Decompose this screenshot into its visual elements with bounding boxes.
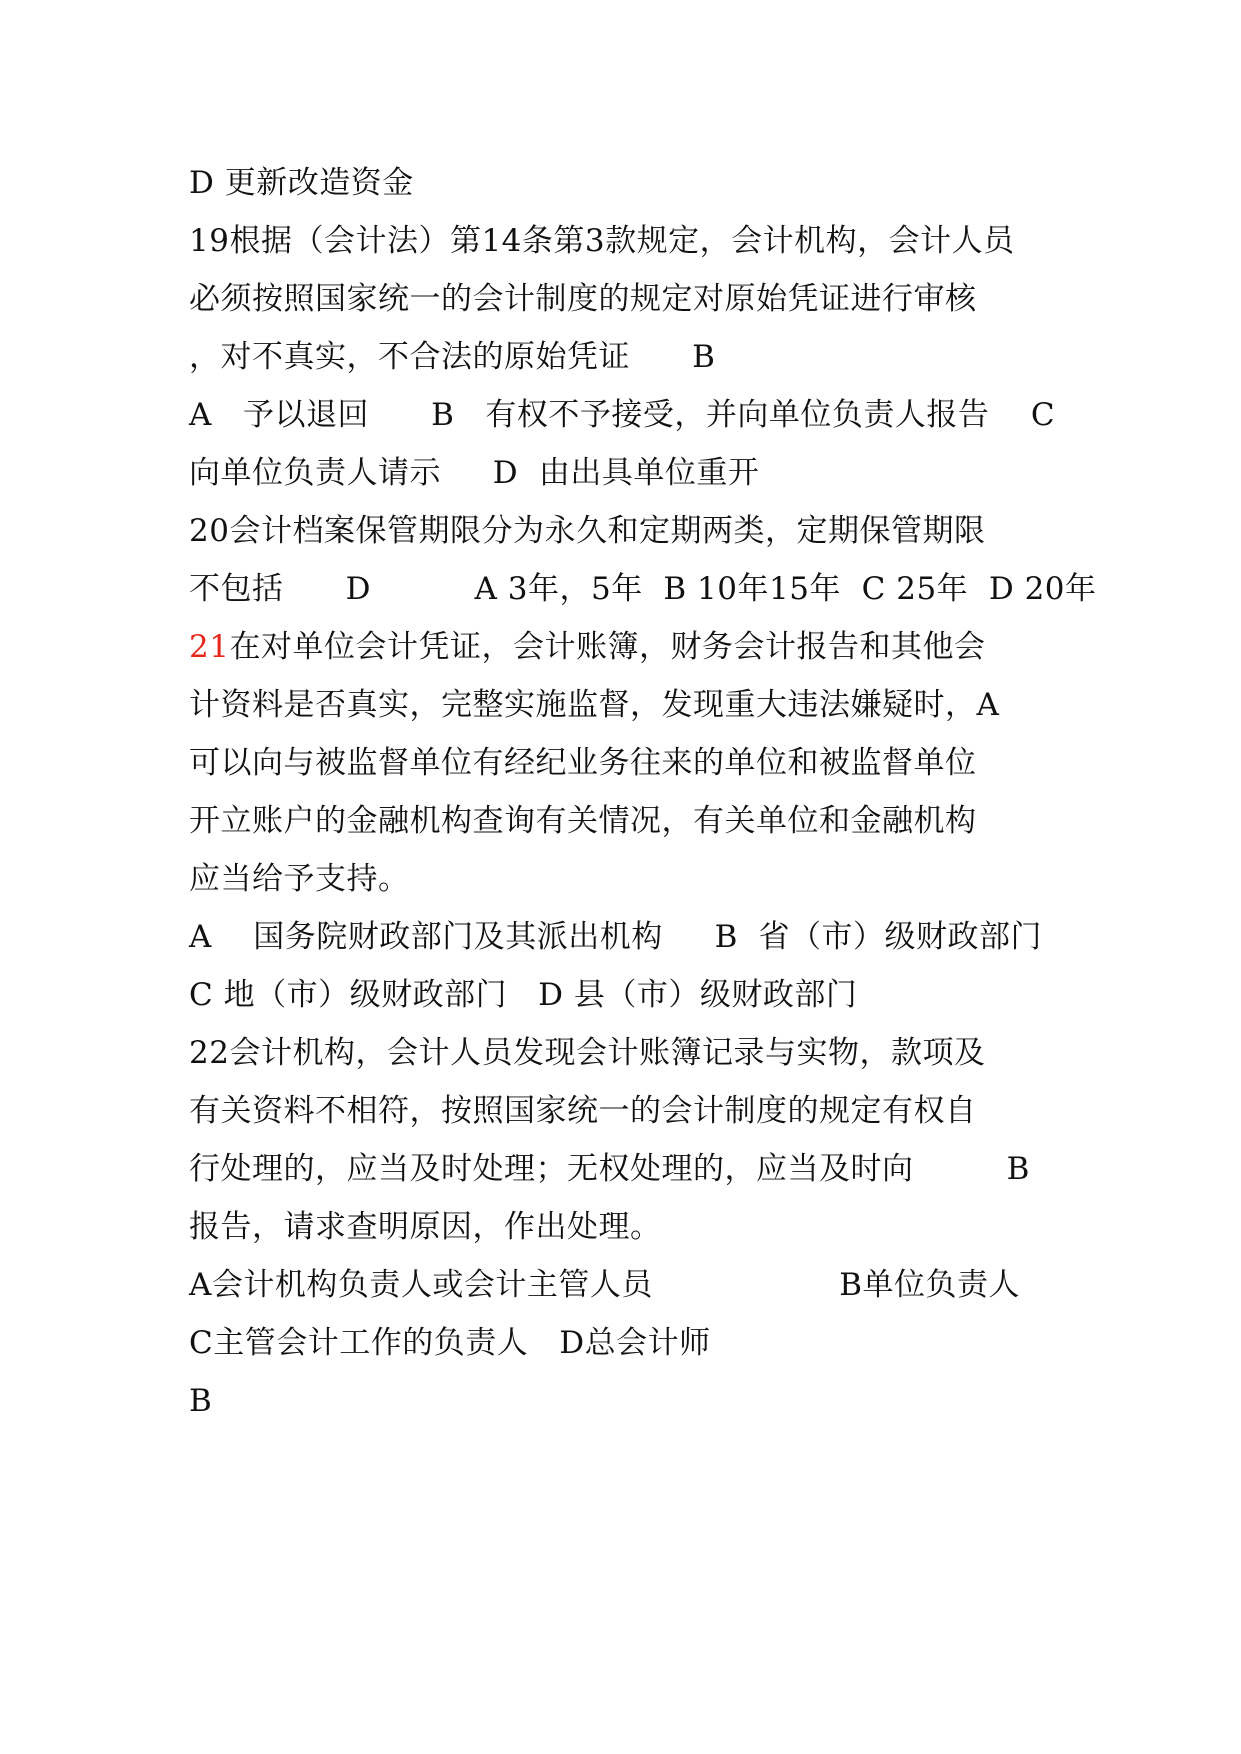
question-21-line-5: 应当给予支持。 [189,861,410,897]
question-20-line-2: 不包括 D A 3年，5年 B 10年15年 C 25年 D 20年 [189,571,1097,607]
question-21-line-2: 计资料是否真实，完整实施监督，发现重大违法嫌疑时，A [189,687,1000,723]
question-19-line-3: ，对不真实，不合法的原始凭证 B [189,339,716,375]
text-line: D 更新改造资金 [189,165,414,201]
question-21-number: 21 [189,629,230,665]
question-21-line-3: 可以向与被监督单位有经纪业务往来的单位和被监督单位 [189,745,977,781]
question-21-line-4: 开立账户的金融机构查询有关情况，有关单位和金融机构 [189,803,977,839]
question-19-options-2: 向单位负责人请示 D 由出具单位重开 [189,455,760,491]
question-19-line-1: 19根据（会计法）第14条第3款规定，会计机构，会计人员 [189,223,1015,259]
question-22-line-3: 行处理的，应当及时处理；无权处理的，应当及时向 B [189,1151,1030,1187]
question-21-options-2: C 地（市）级财政部门 D 县（市）级财政部门 [189,977,858,1013]
question-21-options-1: A 国务院财政部门及其派出机构 B 省（市）级财政部门 [189,919,1043,955]
question-21-line-1 [189,620,1069,674]
question-20-line-1: 20会计档案保管期限分为永久和定期两类，定期保管期限 [189,513,986,549]
question-22-line-1: 22会计机构，会计人员发现会计账簿记录与实物，款项及 [189,1035,986,1071]
question-19-line-2: 必须按照国家统一的会计制度的规定对原始凭证进行审核 [189,281,977,317]
question-22-line-4: 报告，请求查明原因，作出处理。 [189,1209,662,1245]
question-22-options-2: C主管会计工作的负责人 D总会计师 [189,1325,711,1361]
question-19-options-1: A 予以退回 B 有权不予接受，并向单位负责人报告 C [189,397,1056,433]
question-21-line-1-text: 在对单位会计凭证，会计账簿，财务会计报告和其他会 [229,629,986,665]
question-22-line-2: 有关资料不相符，按照国家统一的会计制度的规定有权自 [189,1093,977,1129]
question-22-options-1: A会计机构负责人或会计主管人员 B单位负责人 [189,1267,1021,1303]
answer-line: B [189,1383,213,1419]
